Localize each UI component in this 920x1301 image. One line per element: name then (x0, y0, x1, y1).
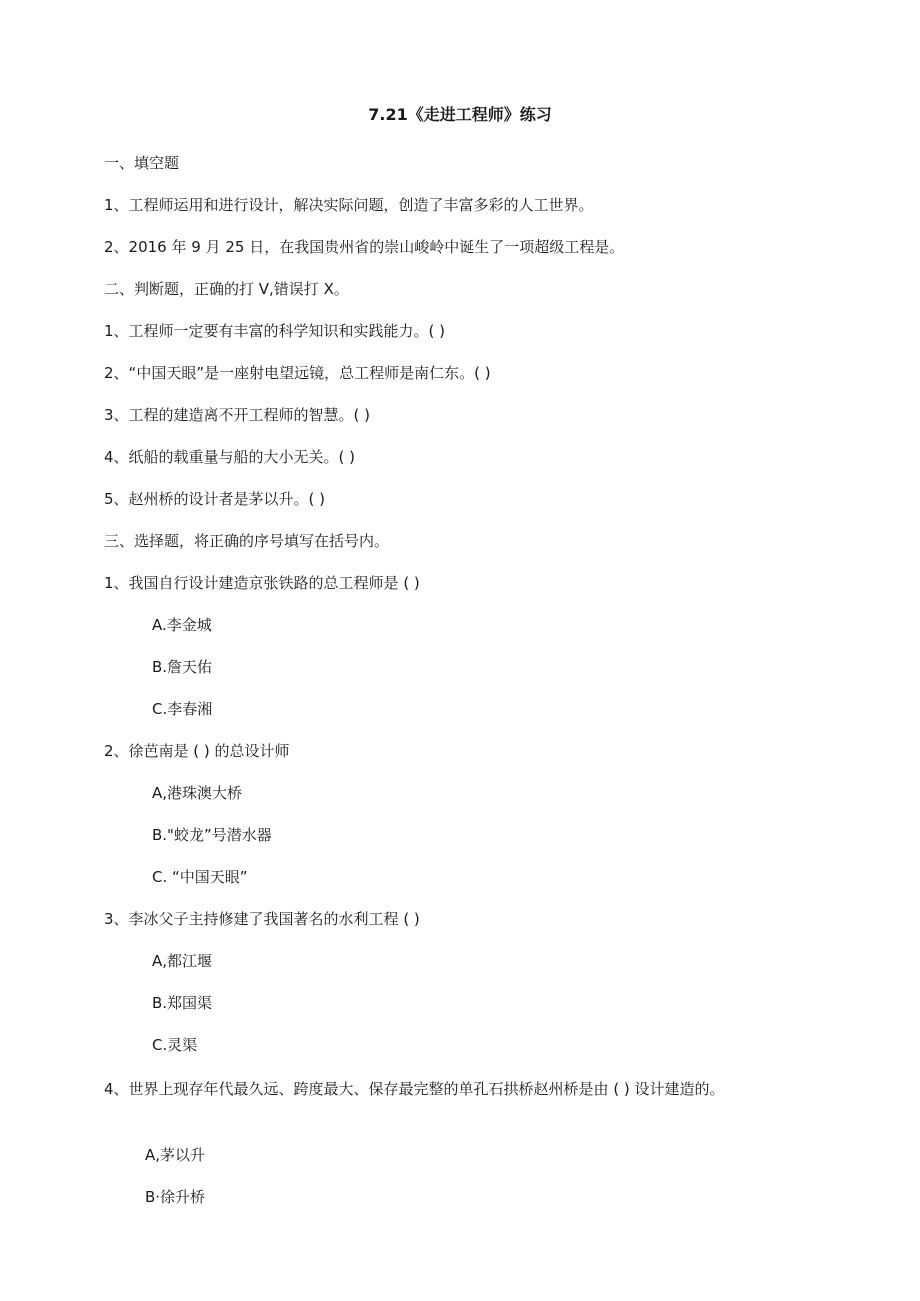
fill-blank-question-2: 2、2016 年 9 月 25 日，在我国贵州省的崇山峻岭中诞生了一项超级工程是。 (104, 238, 625, 256)
choice-option: A.李金城 (152, 616, 212, 634)
choice-option: A,都江堰 (152, 952, 213, 970)
choice-question-1: 1、我国自行设计建造京张铁路的总工程师是 ( ) (104, 574, 420, 592)
fill-blank-question-1: 1、工程师运用和进行设计，解决实际问题，创造了丰富多彩的人工世界。 (104, 196, 594, 214)
choice-option: B·徐升桥 (145, 1188, 206, 1206)
choice-option: C.灵渠 (152, 1036, 198, 1054)
choice-option: B.詹天佑 (152, 658, 213, 676)
choice-option: C. “中国天眼” (152, 868, 248, 886)
choice-option: A,港珠澳大桥 (152, 784, 243, 802)
true-false-question-5: 5、赵州桥的设计者是茅以升。( ) (104, 490, 326, 508)
page-title: 7.21《走进工程师》练习 (368, 105, 552, 124)
choice-question-2: 2、徐芭南是 ( ) 的总设计师 (104, 742, 290, 760)
section-heading-multiple-choice: 三、选择题，将正确的序号填写在括号内。 (104, 532, 390, 550)
choice-question-3: 3、李冰父子主持修建了我国著名的水利工程 ( ) (104, 910, 420, 928)
choice-option: B."蛟龙”号潜水器 (152, 826, 272, 844)
choice-option: A,茅以升 (145, 1146, 206, 1164)
choice-option: C.李春湘 (152, 700, 213, 718)
true-false-question-2: 2、“中国天眼”是一座射电望远镜，总工程师是南仁东。( ) (104, 364, 491, 382)
true-false-question-1: 1、工程师一定要有丰富的科学知识和实践能力。( ) (104, 322, 446, 340)
choice-question-4: 4、世界上现存年代最久远、跨度最大、保存最完整的单孔石拱桥赵州桥是由 ( ) 设计建造的。 (104, 1080, 725, 1098)
choice-option: B.郑国渠 (152, 994, 213, 1012)
section-heading-fill-blank: 一、填空题 (104, 154, 180, 172)
true-false-question-3: 3、工程的建造离不开工程师的智慧。( ) (104, 406, 371, 424)
section-heading-true-false: 二、判断题，正确的打 V,错误打 X。 (104, 280, 349, 298)
true-false-question-4: 4、纸船的载重量与船的大小无关。( ) (104, 448, 356, 466)
